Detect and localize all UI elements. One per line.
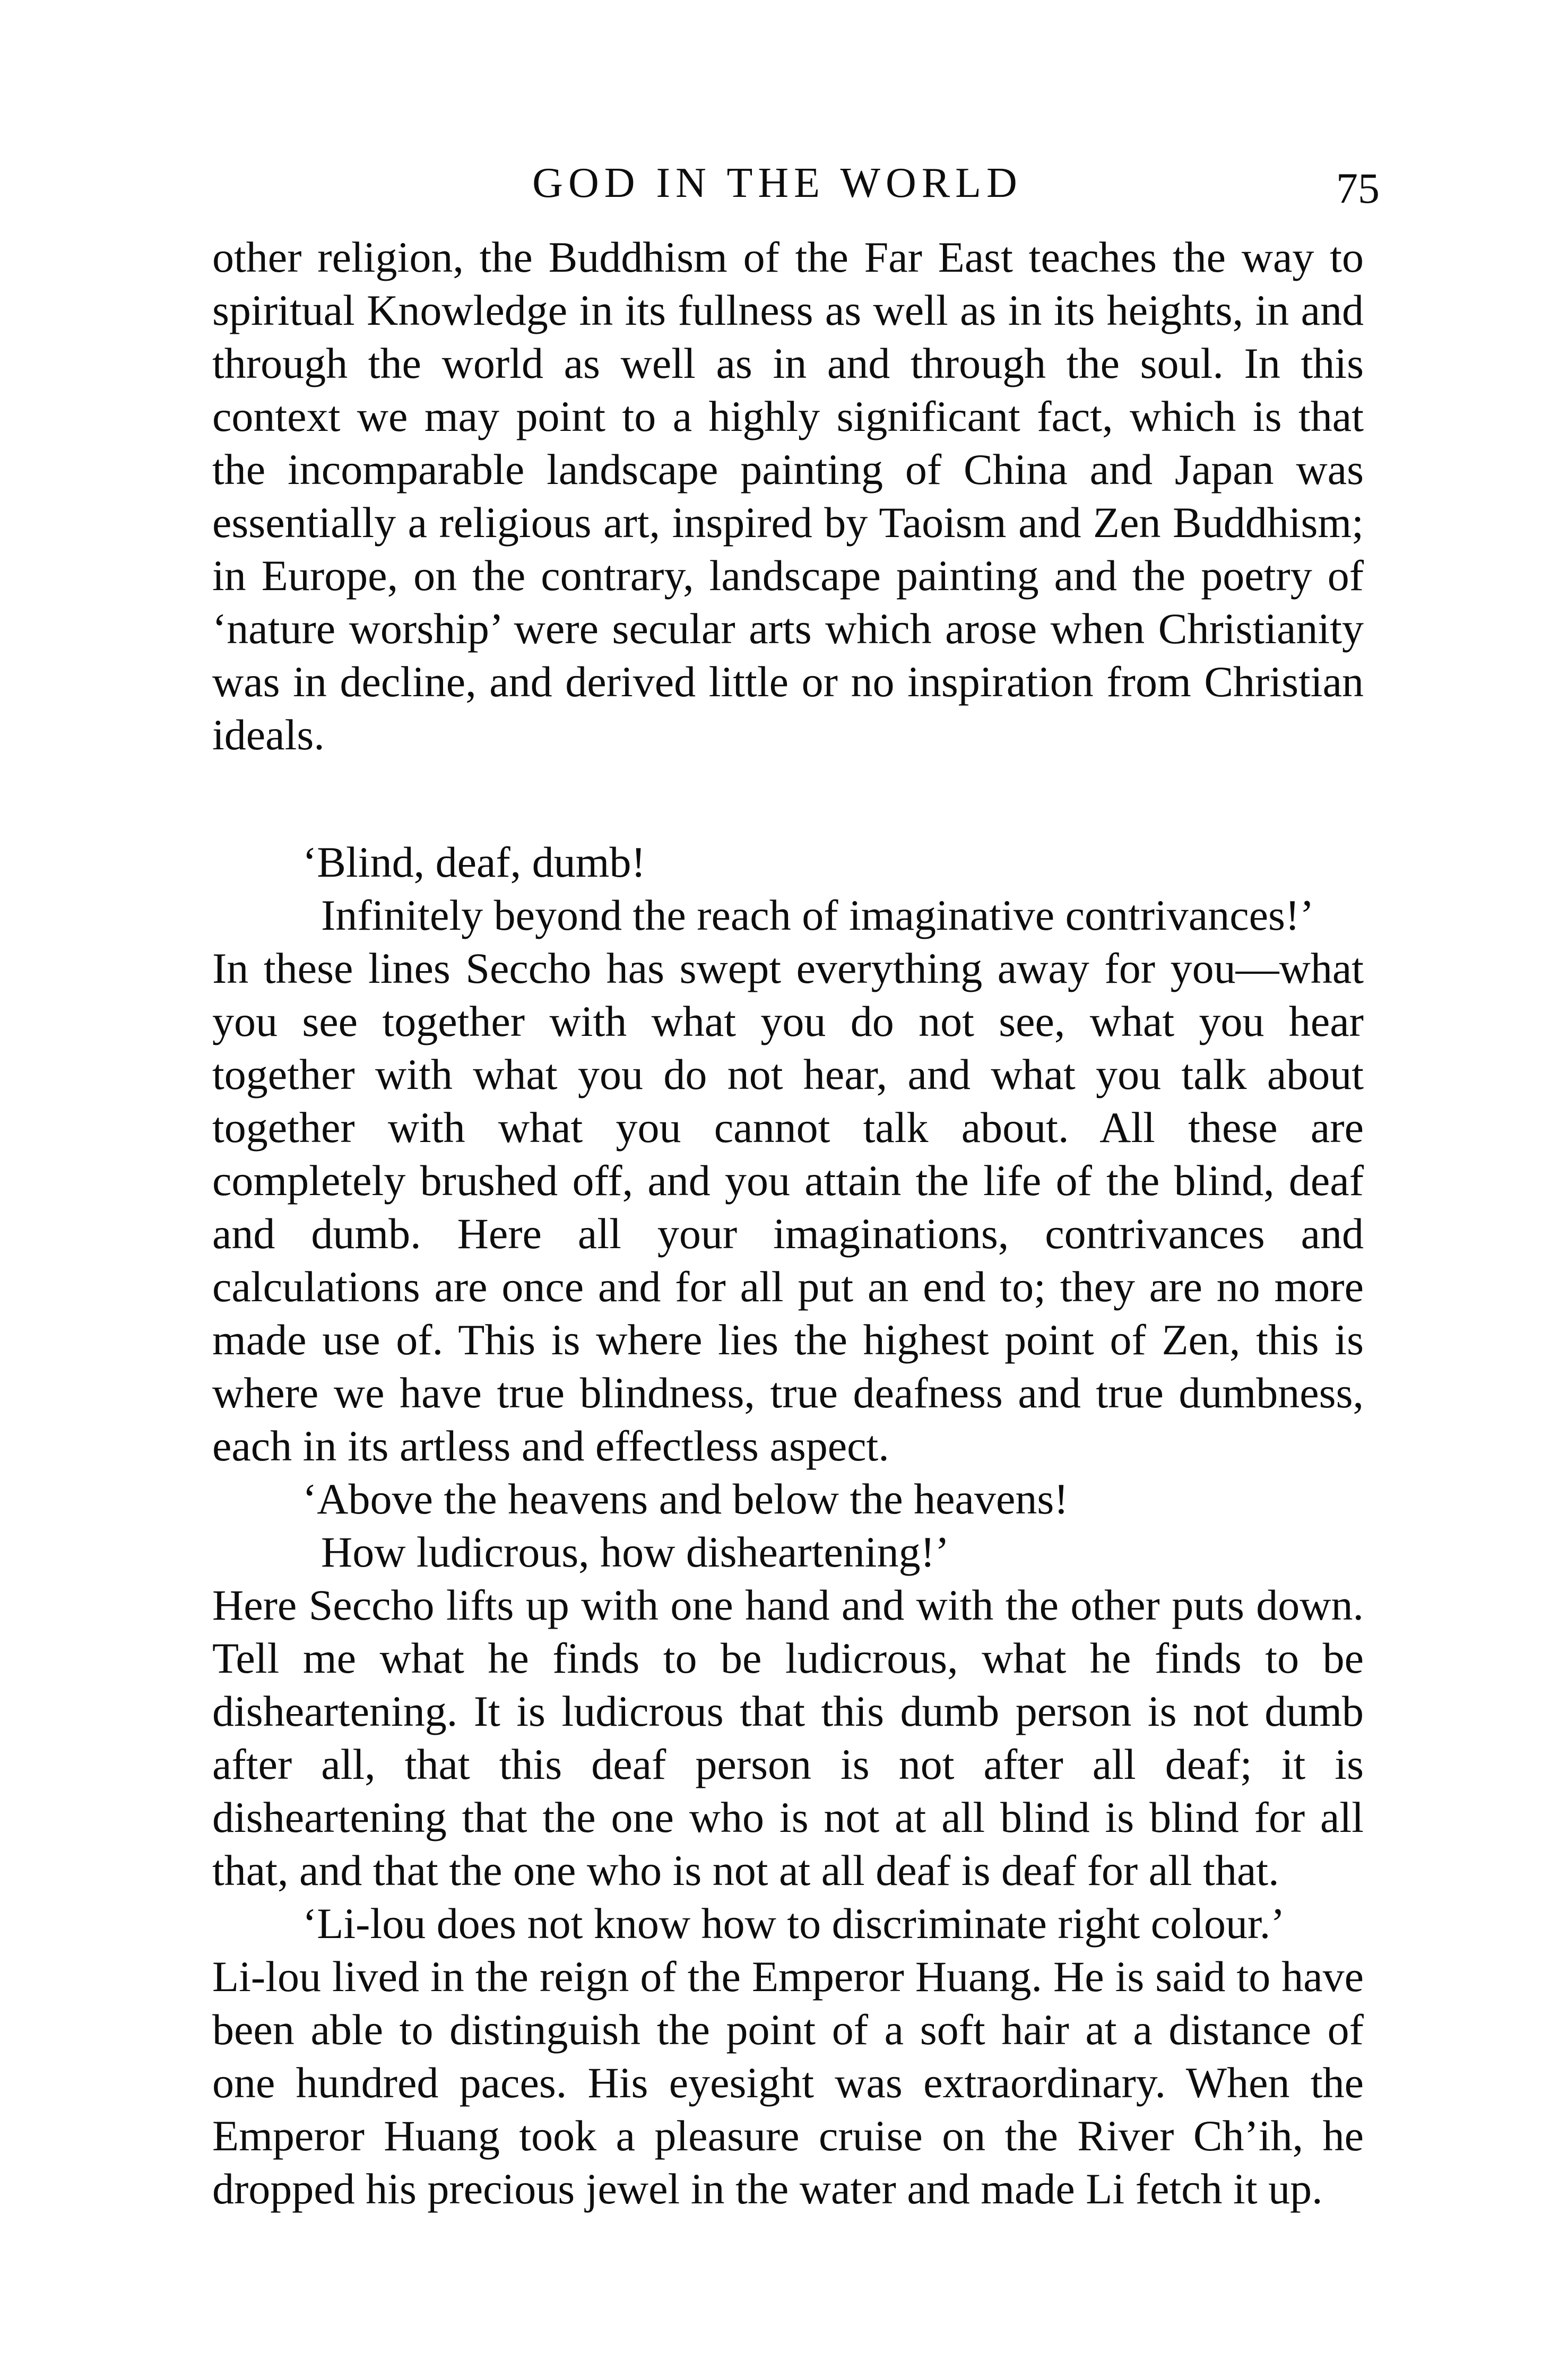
verse-above-heavens (212, 1473, 1364, 1579)
running-title: GOD IN THE WORLD (532, 160, 1023, 206)
verse-line: Infinitely beyond the reach of imaginative contrivances!’ (321, 891, 1314, 939)
paragraph-ludicrous: Here Seccho lifts up with one hand and with the other puts down. Tell me what he finds to be ludicrous, what he finds to be disheartening. It is ludicrous that this dumb person is not dumb after all, that this deaf person is not after all deaf; it is disheartening that the one who is not at all blind is blind for all that, and that the one who is not at all deaf is deaf for all that. (212, 1581, 1364, 1895)
running-head (175, 154, 1380, 212)
verse-blind-deaf-dumb (212, 836, 1364, 942)
verse-li-lou (212, 1897, 1364, 1950)
paragraph-li-lou: Li-lou lived in the reign of the Emperor Huang. He is said to have been able to distinguish the point of a soft hair at a distance of one hundred paces. His eyesight was extraordinary. When the Emperor Huang took a pleasure cruise on the River Ch’ih, he dropped his precious jewel in the water and made Li fetch it up. (212, 1952, 1364, 2213)
verse-line: ‘Above the heavens and below the heavens! (302, 1475, 1069, 1523)
paragraph-buddhism-landscape: other religion, the Buddhism of the Far East teaches the way to spiritual Knowledge in its fullness as well as in its heights, in and through the world as well as in and through the soul. In this context we may point to a highly significant fact, which is that the incomparable landscape painting of China and Japan was essentially a religious art, inspired by Taoism and Zen Buddhism; in Europe, on the contrary, landscape painting and the poetry of ‘nature worship’ were secular arts which arose when Christianity was in decline, and derived little or no inspiration from Christian ideals. (212, 233, 1364, 759)
verse-line: ‘Blind, deaf, dumb! (302, 838, 646, 886)
paragraph-seccho-swept: In these lines Seccho has swept everything away for you—what you see together with what you do not see, what you hear together with what you do not hear, and what you talk about together with what you cannot talk about. All these are completely brushed off, and you attain the life of the blind, deaf and dumb. Here all your imaginations, contrivances and calculations are once and for all put an end to; they are no more made use of. This is where lies the highest point of Zen, this is where we have true blindness, true deafness and true dumbness, each in its artless and effectless aspect. (212, 944, 1364, 1470)
verse-line: ‘Li-lou does not know how to discriminate right colour.’ (302, 1899, 1285, 1948)
page-number: 75 (1336, 164, 1380, 212)
verse-line: How ludicrous, how disheartening!’ (321, 1528, 950, 1576)
body-text (212, 231, 1364, 2216)
